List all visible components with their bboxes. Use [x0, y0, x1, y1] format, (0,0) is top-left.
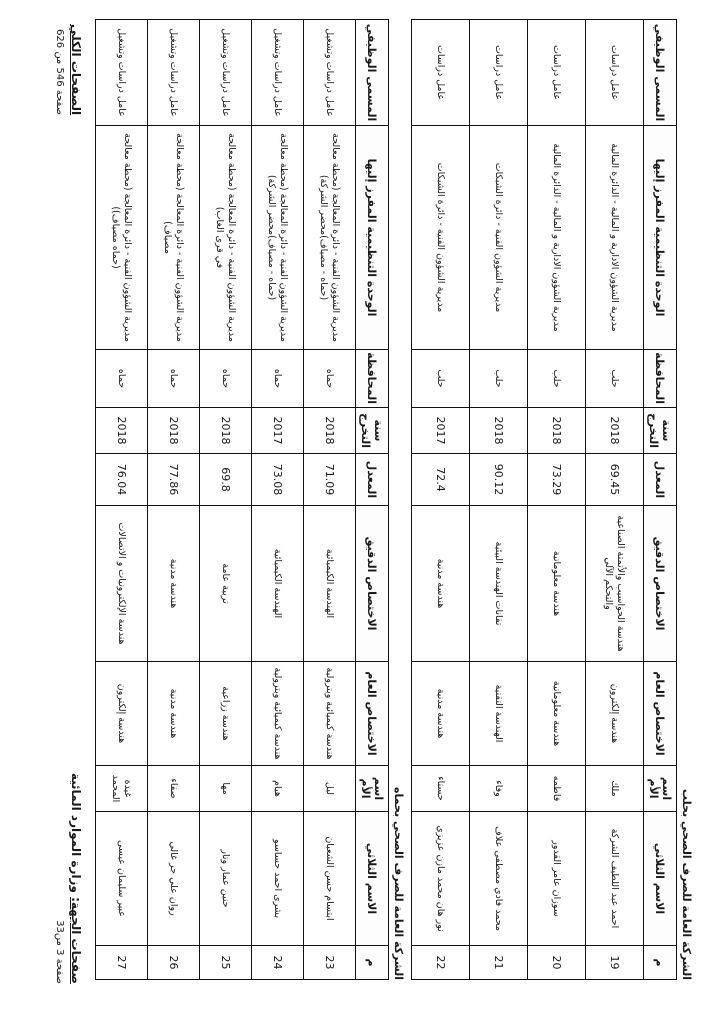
row-number: 23	[304, 946, 356, 980]
row-unit: مديرية الشؤون الفنية - دائرة المعالجة (محطة معالجة مصياف)	[148, 126, 200, 350]
table-row	[96, 20, 148, 980]
row-governorate: حماه	[304, 350, 356, 408]
row-specific-spec: هندسة مدنية	[148, 506, 200, 662]
table1-block	[411, 20, 693, 980]
header-full-name: الاسم الثلاثي	[356, 812, 389, 946]
header-gpa: المعدل	[356, 454, 389, 506]
row-governorate: حماه	[200, 350, 252, 408]
header-gpa: المعدل	[644, 454, 677, 506]
row-full-name: ابتسام حسن الشعبان	[304, 812, 356, 946]
row-number: 26	[148, 946, 200, 980]
row-number: 24	[252, 946, 304, 980]
footer-entity-label: صفحات الجهة:	[69, 897, 83, 984]
row-full-name: حنين عمار وتار	[200, 812, 252, 946]
row-gpa: 69.45	[586, 454, 644, 506]
row-grad-year: 2018	[96, 408, 148, 454]
row-specific-spec: هندسة مدنية	[412, 506, 470, 662]
table1	[411, 19, 677, 980]
row-gpa: 76.04	[96, 454, 148, 506]
row-general-spec: هندسة مدنية	[148, 662, 200, 766]
table-row	[412, 20, 470, 980]
row-unit: مديرية الشؤون الفنية - دائرة المعالجة (محطة معالجة (حماه - مصياف)محضر الشركة)	[304, 126, 356, 350]
row-grad-year: 2018	[586, 408, 644, 454]
row-general-spec: هندسة إلكترون	[586, 662, 644, 766]
row-gpa: 72.4	[412, 454, 470, 506]
row-specific-spec: الهندسة الكيميائية	[304, 506, 356, 662]
table-row	[252, 20, 304, 980]
footer-total-pages	[54, 24, 83, 115]
row-governorate: حلب	[528, 350, 586, 408]
row-gpa: 73.29	[528, 454, 586, 506]
header-number: م	[356, 946, 389, 980]
row-unit: مديرية الشؤون الفنية - دائرة المعالجة (محطة معالجة (حماه - مصياف)محضر الشركة)	[252, 126, 304, 350]
row-job-title: عامل دراسات	[470, 20, 528, 126]
header-job-title: المسمى الوظيفي	[644, 20, 677, 126]
row-job-title: عامل دراسات وتشغيل	[304, 20, 356, 126]
header-governorate: المحافظة	[644, 350, 677, 408]
row-specific-spec: هندسة الإلكترونيات و الاتصالات	[96, 506, 148, 662]
row-full-name: نور هان محمد مازن عزيزي	[412, 812, 470, 946]
footer-entity-value: وزارة الموارد المائية	[69, 772, 83, 893]
row-gpa: 90.12	[470, 454, 528, 506]
table2	[95, 19, 389, 980]
row-gpa: 73.08	[252, 454, 304, 506]
header-mother-name: اسم الأم	[644, 766, 677, 812]
footer-entity-page-number: صفحة 3 من33	[54, 920, 65, 984]
table-row	[528, 20, 586, 980]
row-grad-year: 2018	[470, 408, 528, 454]
row-number: 20	[528, 946, 586, 980]
row-specific-spec: هندسة الحواسيب والأتمتة الصناعية والتحكم الآلي	[586, 506, 644, 662]
table2-block	[95, 20, 405, 980]
row-job-title: عامل دراسات وتشغيل	[252, 20, 304, 126]
row-grad-year: 2018	[528, 408, 586, 454]
row-mother-name: صفاء	[148, 766, 200, 812]
row-governorate: حماه	[148, 350, 200, 408]
row-general-spec: هندسة كيميائية وبترولية	[304, 662, 356, 766]
row-job-title: عامل دراسات	[528, 20, 586, 126]
row-gpa: 77.86	[148, 454, 200, 506]
row-mother-name: وفاء	[470, 766, 528, 812]
table-row	[148, 20, 200, 980]
row-mother-name: حسناء	[412, 766, 470, 812]
row-full-name: احمد عبد اللطيف الشركة	[586, 812, 644, 946]
row-full-name: سوزان عامر القدور	[528, 812, 586, 946]
row-governorate: حلب	[470, 350, 528, 408]
table-row	[586, 20, 644, 980]
row-job-title: عامل دراسات	[412, 20, 470, 126]
row-unit: مديرية الشؤون الادارية و المالية - الدائرة المالية	[528, 126, 586, 350]
header-specific-spec: الاختصاص الدقيق	[644, 506, 677, 662]
row-specific-spec: تقانات الهندسة البيئية	[470, 506, 528, 662]
header-grad-year: سنة التخرج	[644, 408, 677, 454]
header-specific-spec: الاختصاص الدقيق	[356, 506, 389, 662]
row-governorate: حماه	[252, 350, 304, 408]
header-full-name: الاسم الثلاثي	[644, 812, 677, 946]
header-governorate: المحافظة	[356, 350, 389, 408]
table-row	[200, 20, 252, 980]
row-specific-spec: هندسة معلوماتية	[528, 506, 586, 662]
row-unit: مديرية الشؤون الفنية - دائرة الشبكات	[412, 126, 470, 350]
row-general-spec: هندسة مدنية	[412, 662, 470, 766]
row-unit: مديرية الشؤون الادارية و المالية - الدائرة المالية	[586, 126, 644, 350]
header-general-spec: الاختصاص العام	[356, 662, 389, 766]
footer-total-title: الصفحات الكلي	[69, 24, 83, 116]
header-number: م	[644, 946, 677, 980]
row-governorate: حماه	[96, 350, 148, 408]
row-gpa: 71.09	[304, 454, 356, 506]
row-full-name: عبير سليمان عيسى	[96, 812, 148, 946]
row-full-name: بشرى احمد حساسو	[252, 812, 304, 946]
footer-total-page-number: صفحة 546 من 626	[54, 29, 65, 116]
header-unit: الوحدة التنظيمية المفرز إليها	[644, 126, 677, 350]
row-full-name: محمد فادي مصطفى علاف	[470, 812, 528, 946]
row-number: 27	[96, 946, 148, 980]
row-full-name: روان علي جر غالي	[148, 812, 200, 946]
row-grad-year: 2017	[252, 408, 304, 454]
row-governorate: حلب	[586, 350, 644, 408]
row-job-title: عامل دراسات	[586, 20, 644, 126]
row-job-title: عامل دراسات وتشغيل	[148, 20, 200, 126]
header-general-spec: الاختصاص العام	[644, 662, 677, 766]
row-gpa: 69.8	[200, 454, 252, 506]
footer-entity-title	[69, 773, 83, 984]
row-mother-name: فاطمه	[528, 766, 586, 812]
row-mother-name: ملك	[586, 766, 644, 812]
table1-header-row	[644, 20, 677, 980]
header-job-title: المسمى الوظيفي	[356, 20, 389, 126]
table-row	[304, 20, 356, 980]
row-number: 22	[412, 946, 470, 980]
row-specific-spec: تربية عامة	[200, 506, 252, 662]
row-general-spec: هندسة معلوماتية	[528, 662, 586, 766]
row-grad-year: 2017	[412, 408, 470, 454]
row-unit: مديرية الشؤون الفنية - دائرة المعالجة (محطة معالجة في قرى الغاب)	[200, 126, 252, 350]
row-specific-spec: الهندسة الكيميائية	[252, 506, 304, 662]
header-mother-name: اسم الأم	[356, 766, 389, 812]
row-unit: مديرية الشؤون الفنية - دائرة الشبكات	[470, 126, 528, 350]
row-mother-name: ليل	[304, 766, 356, 812]
row-job-title: عامل دراسات وتشغيل	[200, 20, 252, 126]
row-number: 21	[470, 946, 528, 980]
header-grad-year: سنة التخرج	[356, 408, 389, 454]
table2-header-row	[356, 20, 389, 980]
row-mother-name: مها	[200, 766, 252, 812]
row-governorate: حلب	[412, 350, 470, 408]
header-unit: الوحدة التنظيمية المفرز إليها	[356, 126, 389, 350]
row-number: 25	[200, 946, 252, 980]
row-general-spec: هندسة إلكترون	[96, 662, 148, 766]
row-grad-year: 2018	[148, 408, 200, 454]
row-mother-name: غيدة المحمد	[96, 766, 148, 812]
row-number: 19	[586, 946, 644, 980]
row-grad-year: 2018	[304, 408, 356, 454]
footer-entity-pages	[54, 773, 83, 984]
row-grad-year: 2018	[200, 408, 252, 454]
row-general-spec: هندسة زراعية	[200, 662, 252, 766]
row-job-title: عامل دراسات وتشغيل	[96, 20, 148, 126]
row-mother-name: هيام	[252, 766, 304, 812]
table-row	[470, 20, 528, 980]
table2-company-label: الشركة العامة للصرف الصحي بحماه	[392, 787, 405, 980]
table1-company-label: الشركة العامة للصرف الصحي بحلب	[680, 788, 693, 980]
row-unit: مديرية الشؤون الفنية - دائرة المعالجة (محطة معالجة (حماه مصياف))	[96, 126, 148, 350]
row-general-spec: هندسة كيميائية وبترولية	[252, 662, 304, 766]
row-general-spec: الهندسة التقنية	[470, 662, 528, 766]
